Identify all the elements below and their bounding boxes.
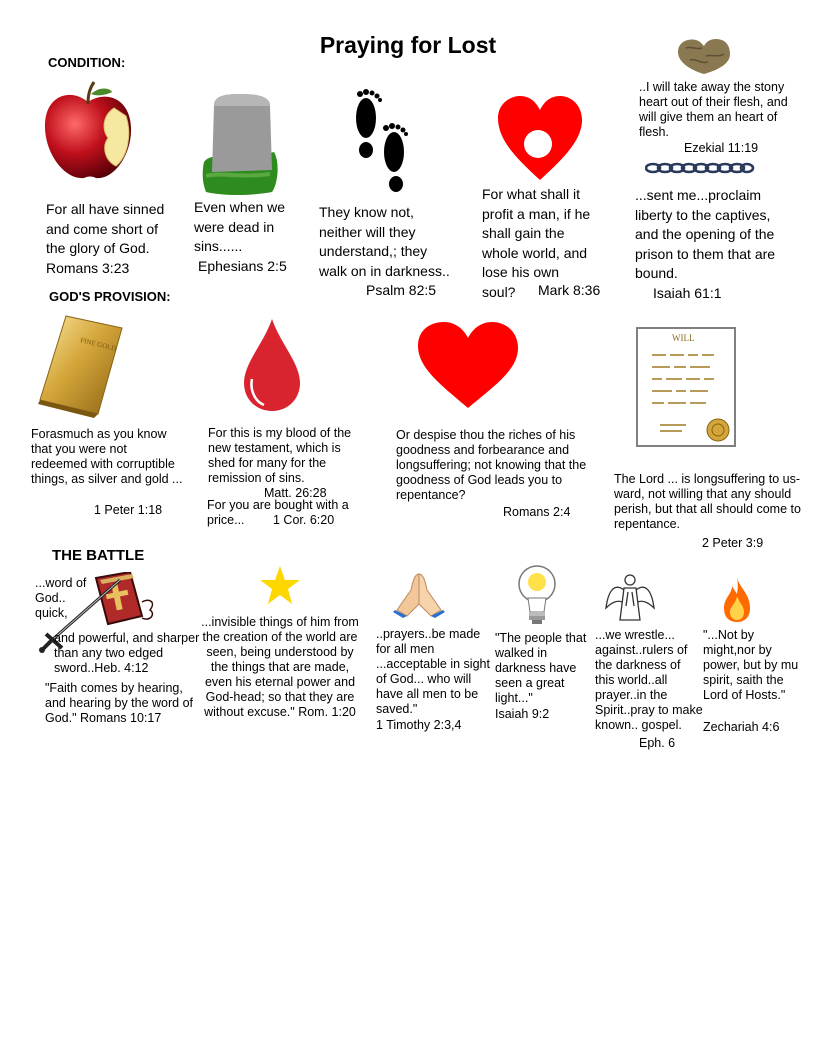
battle-prayer-text: ..prayers..be made for all men ...acceptable in sight of God... who will have all men to be saved.": [376, 627, 490, 716]
provision-riches-text: Or despise thou the riches of his goodness and forbearance and longsuffering; not knowing that the goodness of God leads you to repentance?: [396, 428, 587, 502]
gravestone-icon: [200, 92, 280, 196]
battle-bulb-ref: Isaiah 9:2: [495, 707, 550, 721]
condition-stone-text: ..I will take away the stony heart out of their flesh, and will give them an heart of flesh.: [639, 80, 788, 139]
battle-fire-ref: Zechariah 4:6: [703, 720, 780, 734]
battle-sword-text-a: ...word of God.. quick,: [35, 576, 87, 620]
will-document-label: WILL: [672, 333, 695, 343]
section-condition: CONDITION:: [48, 55, 126, 70]
angel-icon: [604, 572, 656, 624]
provision-will-ref: 2 Peter 3:9: [702, 536, 764, 550]
gold-bar-icon: [36, 312, 126, 418]
battle-sword-text-c: "Faith comes by hearing, and hearing by the word of God." Romans 10:17: [45, 681, 194, 725]
fire-icon: [722, 576, 752, 624]
provision-riches-ref: Romans 2:4: [503, 505, 571, 519]
praying-hands-icon: [393, 570, 445, 618]
condition-heart-text: For what shall it profit a man, if he shall gain the whole world, and lose his own soul?: [482, 186, 591, 300]
condition-stone-ref: Ezekial 11:19: [684, 141, 759, 155]
footprints-icon: [352, 88, 416, 196]
heart-icon: [496, 94, 584, 182]
condition-grave-ref: Ephesians 2:5: [198, 258, 287, 274]
battle-sword-text-b: and powerful, and sharper than any two edged sword..Heb. 4:12: [54, 631, 200, 675]
apple-icon: [42, 80, 134, 184]
provision-blood-ref2: 1 Cor. 6:20: [273, 513, 335, 527]
condition-feet-text: They know not, neither will they understand,; they walk on in darkness..: [319, 204, 450, 279]
section-battle: THE BATTLE: [52, 547, 145, 564]
star-icon: [259, 565, 301, 605]
provision-blood-ref: Matt. 26:28: [264, 486, 327, 500]
battle-fire-text: "...Not by might,nor by power, but by mu spirit, saith the Lord of Hosts.": [703, 628, 799, 702]
will-document-icon: [636, 327, 737, 448]
section-provision: GOD'S PROVISION:: [49, 289, 171, 304]
blood-drop-icon: [240, 317, 304, 413]
battle-prayer-ref: 1 Timothy 2:3,4: [376, 718, 462, 732]
chain-icon: [645, 161, 755, 175]
light-bulb-icon: [516, 564, 558, 626]
condition-chain-text: ...sent me...proclaim liberty to the captives, and the opening of the prison to them that are bound.: [635, 187, 776, 281]
condition-apple-text: For all have sinned and come short of the glory of God.: [46, 201, 165, 256]
provision-blood-text2: For you are bought with a price...: [207, 498, 349, 527]
battle-angel-text: ...we wrestle... against..rulers of the darkness of this world..all prayer..in the Spirit..pray to make known.. gospel.: [595, 628, 703, 732]
provision-gold-text: Forasmuch as you know that you were not redeemed with corruptible things, as silver and gold ...: [31, 427, 183, 486]
battle-bulb-text: "The people that walked in darkness have seen a great light...": [495, 631, 587, 705]
condition-feet-ref: Psalm 82:5: [366, 282, 437, 298]
battle-angel-ref: Eph. 6: [639, 736, 676, 750]
gold-bar-label: FINE GOLD: [79, 336, 118, 353]
provision-blood-text: For this is my blood of the new testament, which is shed for many for the remission of sins.: [208, 426, 352, 485]
provision-gold-ref: 1 Peter 1:18: [94, 503, 163, 517]
battle-star-text: ...invisible things of him from the creation of the world are seen, being understood by the things that are made, even his eternal power and God-head; so that they are without excuse." Rom. 1:20: [201, 615, 359, 719]
condition-heart-ref: Mark 8:36: [538, 282, 601, 298]
red-heart-icon: [416, 320, 520, 410]
condition-grave-text: Even when we were dead in sins......: [194, 199, 286, 254]
provision-will-text: The Lord ... is longsuffering to us-ward, not willing that any should perish, but that all should come to repentance.: [614, 472, 801, 531]
stone-heart-icon: [676, 36, 732, 76]
condition-apple-ref: Romans 3:23: [46, 260, 130, 276]
page-title: Praying for Lost: [319, 32, 497, 58]
condition-chain-ref: Isaiah 61:1: [653, 285, 722, 301]
